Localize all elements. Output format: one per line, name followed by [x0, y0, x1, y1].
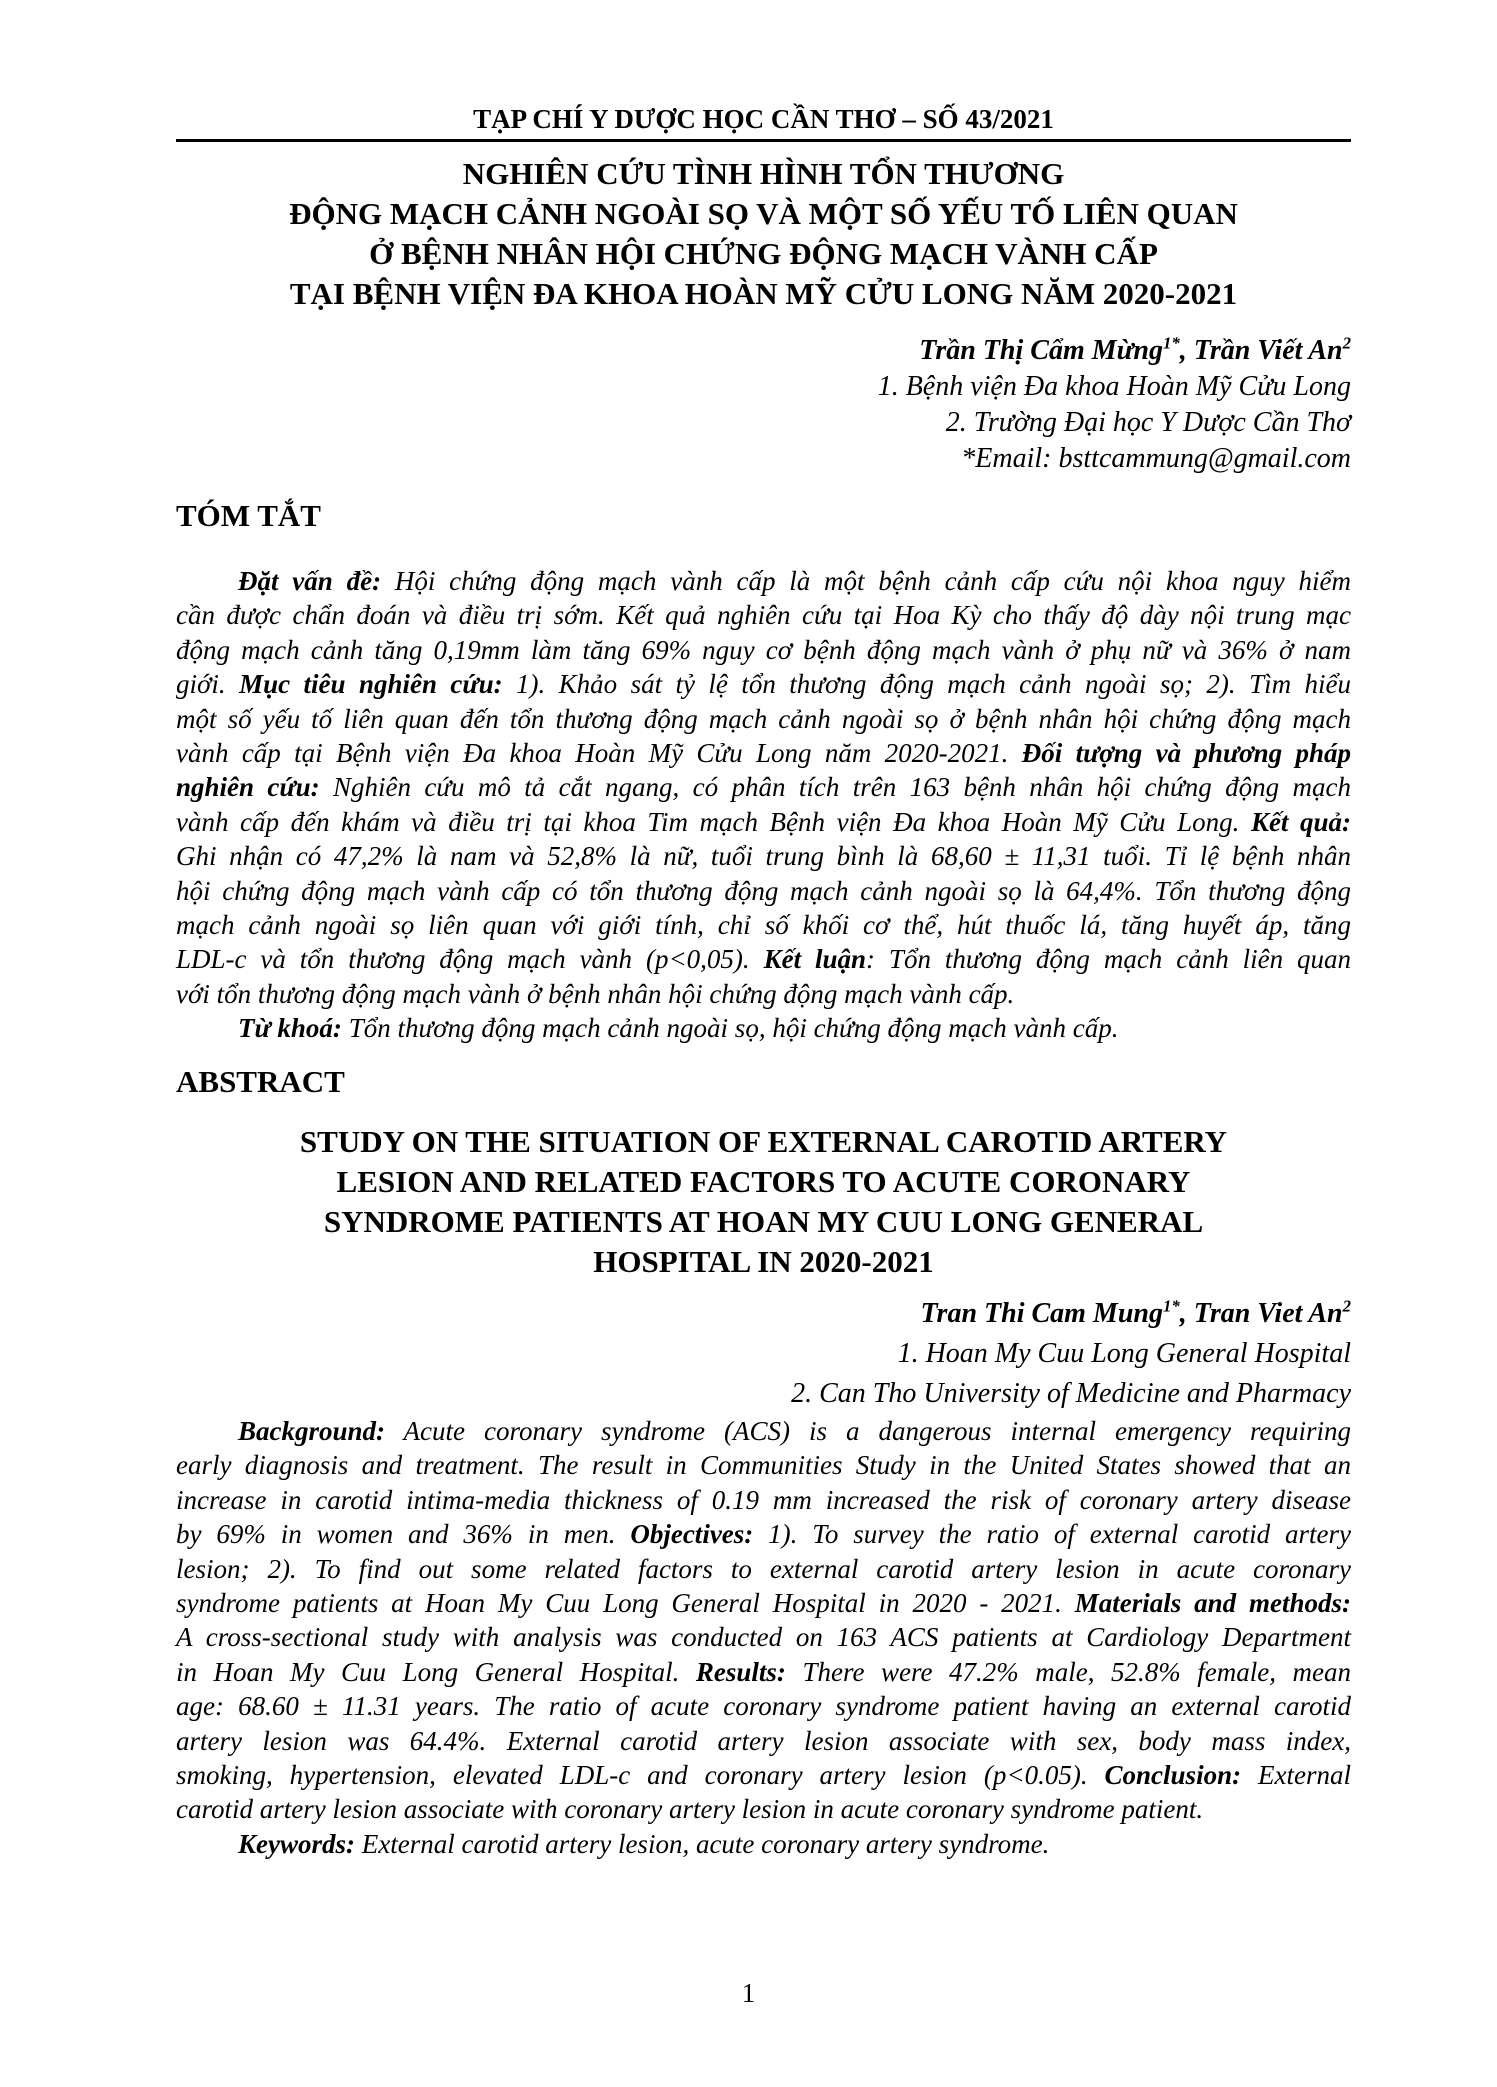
author-sup: 2 [1342, 1296, 1351, 1316]
abstract-line [176, 770, 1351, 804]
en-affiliation: 2. Can Tho University of Medicine and Pharmacy [791, 1378, 1351, 1409]
abstract-line [176, 564, 1351, 598]
abstract-line [176, 839, 1351, 873]
text-run: artery lesion was 64.4%. External carotid artery lesion associate with sex, body mass index, [176, 1725, 1351, 1756]
text-run: smoking, hypertension, elevated LDL-c and coronary artery lesion (p<0.05). [176, 1759, 1105, 1790]
abstract-line [176, 1552, 1351, 1586]
text-run: cần được chẩn đoán và điều trị sớm. Kết quả nghiên cứu tại Hoa Kỳ cho thấy độ dày nội trung mạc [176, 600, 1351, 631]
abstract-line [176, 1689, 1351, 1723]
bold-label: Từ khoá: [238, 1013, 342, 1044]
text-run: với tổn thương động mạch vành ở bệnh nhân hội chứng động mạch vành cấp. [176, 978, 1015, 1009]
en-abstract-heading: ABSTRACT [176, 1064, 345, 1099]
text-run: age: 68.60 ± 11.31 years. The ratio of acute coronary syndrome patient having an external carotid [176, 1691, 1351, 1722]
abstract-line [176, 874, 1351, 908]
en-title-line: LESION AND RELATED FACTORS TO ACUTE CORONARY [336, 1164, 1191, 1199]
journal-header: TẠP CHÍ Y DƯỢC HỌC CẦN THƠ – SỐ 43/2021 [473, 104, 1054, 134]
text-run: lesion; 2). To find out some related factors to external carotid artery lesion in acute coronary [176, 1553, 1351, 1584]
text-run: giới. [176, 669, 240, 700]
text-run: syndrome patients at Hoan My Cuu Long General Hospital in 2020 - 2021. [176, 1587, 1075, 1618]
bold-label: Mục tiêu nghiên cứu: [239, 669, 503, 700]
abstract-line [176, 1724, 1351, 1758]
text-run: Acute coronary syndrome (ACS) is a dangerous internal emergency requiring [385, 1416, 1351, 1446]
bold-label: Kết luận [763, 944, 867, 975]
vi-affiliation: 1. Bệnh viện Đa khoa Hoàn Mỹ Cửu Long [877, 371, 1351, 402]
page-number: 1 [741, 1978, 756, 2008]
text-run: 1). Khảo sát tỷ lệ tổn thương động mạch cảnh ngoài sọ; 2). Tìm hiểu [502, 669, 1351, 700]
text-run: carotid artery lesion associate with coronary artery lesion in acute coronary syndrome patient. [176, 1794, 1204, 1825]
abstract-line [176, 667, 1351, 701]
vi-affiliation: 2. Trường Đại học Y Dược Cần Thơ [945, 407, 1351, 438]
author-name: , Trần Viết An [1179, 335, 1343, 366]
text-run: Nghiên cứu mô tả cắt ngang, có phân tích trên 163 bệnh nhân hội chứng động mạch [319, 772, 1351, 803]
text-run: External [1241, 1759, 1351, 1790]
text-run: : Tổn thương động mạch cảnh liên quan [866, 944, 1351, 975]
text-run: by 69% in women and 36% in men. [176, 1519, 631, 1550]
abstract-line [176, 1586, 1351, 1620]
en-title [176, 1122, 1351, 1282]
en-authors-block [791, 1294, 1351, 1414]
author-name: , Tran Viet An [1179, 1298, 1343, 1329]
vi-title [176, 154, 1351, 314]
author-sup: 1* [1162, 333, 1180, 353]
abstract-line [176, 1792, 1351, 1826]
text-run: in Hoan My Cuu Long General Hospital. [176, 1656, 696, 1687]
text-run: A cross-sectional study with analysis was conducted on 163 ACS patients at Cardiology Department [176, 1622, 1351, 1653]
bold-label: Đặt vấn đề: [238, 566, 382, 596]
text-run: vành cấp tại Bệnh viện Đa khoa Hoàn Mỹ Cửu Long năm 2020-2021. [176, 737, 1022, 768]
text-run: vành cấp đến khám và điều trị tại khoa Tim mạch Bệnh viện Đa khoa Hoàn Mỹ Cửu Long. [176, 806, 1251, 837]
bold-label: nghiên cứu: [176, 772, 320, 803]
abstract-line [176, 908, 1351, 942]
vi-abstract-heading: TÓM TẮT [176, 498, 321, 533]
header-divider [176, 139, 1351, 142]
author-name: Tran Thi Cam Mung [920, 1298, 1163, 1329]
bold-label: Background: [238, 1416, 386, 1446]
abstract-line [176, 977, 1351, 1011]
author-name: Trần Thị Cẩm Mừng [919, 335, 1163, 366]
en-authors [791, 1294, 1351, 1334]
en-abstract-body [176, 1414, 1351, 1861]
vi-title-line: NGHIÊN CỨU TÌNH HÌNH TỔN THƯƠNG [462, 156, 1065, 191]
text-run: động mạch cảnh tăng 0,19mm làm tăng 69% nguy cơ bệnh động mạch vành ở phụ nữ và 36% ở nam [176, 634, 1351, 665]
text-run: increase in carotid intima-media thickness of 0.19 mm increased the risk of coronary artery disease [176, 1484, 1351, 1515]
text-run: Hội chứng động mạch vành cấp là một bệnh cảnh cấp cứu nội khoa nguy hiểm [381, 566, 1351, 596]
vi-authors [878, 333, 1351, 369]
abstract-line [176, 1827, 1351, 1861]
abstract-line [176, 1011, 1351, 1045]
bold-label: Conclusion: [1104, 1759, 1242, 1790]
abstract-line [176, 736, 1351, 770]
text-run: Tổn thương động mạch cảnh ngoài sọ, hội chứng động mạch vành cấp. [341, 1013, 1119, 1044]
text-run: hội chứng động mạch vành cấp có tổn thương động mạch cảnh ngoài sọ là 64,4%. Tổn thương động [176, 875, 1351, 906]
abstract-line [176, 1620, 1351, 1654]
text-run: mạch cảnh ngoài sọ liên quan với giới tính, chỉ số khối cơ thể, hút thuốc lá, tăng huyết áp, tăng [176, 909, 1351, 940]
bold-label: Materials and methods: [1074, 1587, 1352, 1618]
abstract-line [176, 598, 1351, 632]
bold-label: Results: [695, 1656, 786, 1687]
text-run: LDL-c và tổn thương động mạch vành (p<0,05). [176, 944, 764, 975]
vi-abstract-body [176, 564, 1351, 1045]
author-sup: 1* [1162, 1296, 1180, 1316]
abstract-line [176, 1483, 1351, 1517]
en-title-line: HOSPITAL IN 2020-2021 [593, 1244, 934, 1279]
abstract-line [176, 702, 1351, 736]
vi-title-line: ĐỘNG MẠCH CẢNH NGOÀI SỌ VÀ MỘT SỐ YẾU TỐ LIÊN QUAN [289, 196, 1238, 231]
text-run: External carotid artery lesion, acute coronary artery syndrome. [355, 1828, 1050, 1859]
text-run: Ghi nhận có 47,2% là nam và 52,8% là nữ, tuổi trung bình là 68,60 ± 11,31 tuổi. Tỉ lệ bệnh nhân [176, 841, 1351, 872]
abstract-line [176, 633, 1351, 667]
text-run: early diagnosis and treatment. The result in Communities Study in the United States showed that an [176, 1450, 1351, 1481]
bold-label: Đối tượng và phương pháp [1021, 737, 1351, 768]
abstract-line [176, 1758, 1351, 1792]
en-affiliation: 1. Hoan My Cuu Long General Hospital [897, 1338, 1351, 1369]
abstract-line [176, 1414, 1351, 1448]
vi-authors-block [878, 333, 1351, 477]
abstract-line [176, 1517, 1351, 1551]
en-title-line: SYNDROME PATIENTS AT HOAN MY CUU LONG GENERAL [323, 1204, 1204, 1239]
en-title-line: STUDY ON THE SITUATION OF EXTERNAL CAROTID ARTERY [299, 1124, 1228, 1159]
abstract-line [176, 805, 1351, 839]
text-run: 1). To survey the ratio of external carotid artery [753, 1519, 1351, 1550]
author-sup: 2 [1342, 333, 1351, 353]
bold-label: Objectives: [630, 1519, 754, 1550]
abstract-line [176, 1448, 1351, 1482]
abstract-line [176, 1655, 1351, 1689]
text-run: There were 47.2% male, 52.8% female, mean [785, 1656, 1351, 1687]
abstract-line [176, 942, 1351, 976]
text-run: một số yếu tố liên quan đến tổn thương động mạch cảnh ngoài sọ ở bệnh nhân hội chứng động mạch [176, 703, 1351, 734]
vi-title-line: Ở BỆNH NHÂN HỘI CHỨNG ĐỘNG MẠCH VÀNH CẤP [369, 236, 1158, 271]
bold-label: Kết quả: [1250, 806, 1351, 837]
vi-title-line: TẠI BỆNH VIỆN ĐA KHOA HOÀN MỸ CỬU LONG NĂM 2020-2021 [289, 276, 1238, 311]
vi-email: *Email: bsttcammung@gmail.com [961, 443, 1351, 474]
bold-label: Keywords: [238, 1828, 355, 1859]
